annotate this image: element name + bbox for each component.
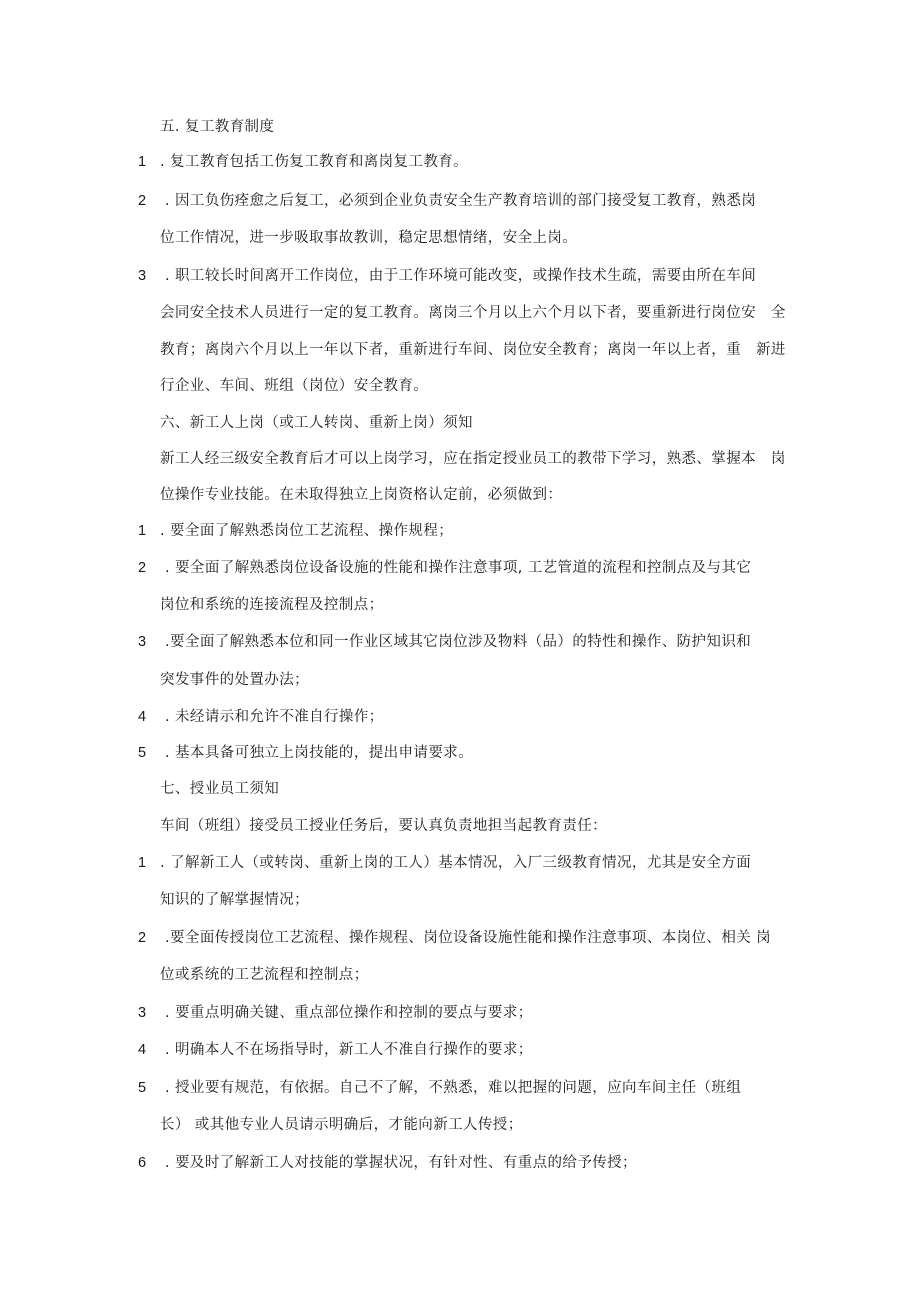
text-line: 长） 或其他专业人员请示明确后，才能向新工人传授； (160, 1117, 523, 1133)
text-line: 5 . 基本具备可独立上岗技能的，提出申请要求。 (138, 745, 474, 761)
text-line: 3 .要全面了解熟悉本位和同一作业区域其它岗位涉及物料（品）的特性和操作、防护知识和 (138, 634, 752, 650)
text-line: 1 . 要全面了解熟悉岗位工艺流程、操作规程； (138, 523, 454, 539)
text-line: 1 . 复工教育包括工伤复工教育和离岗复工教育。 (138, 154, 469, 170)
text-line: 行企业、车间、班组（岗位）安全教育。 (160, 378, 429, 394)
text-line: 2 . 要全面了解熟悉岗位设备设施的性能和操作注意事项, 工艺管道的流程和控制点及与其它 (138, 560, 752, 576)
text-line: 3 . 职工较长时间离开工作岗位，由于工作环境可能改变，或操作技术生疏，需要由所在车间 (138, 268, 757, 284)
text-line: 车间（班组）接受员工授业任务后，要认真负责地担当起教育责任： (160, 818, 607, 834)
text-line: 会同安全技术人员进行一定的复工教育。离岗三个月以上六个月以下者，要重新进行岗位安 全 (160, 305, 786, 321)
text-line: 4 . 明确本人不在场指导时，新工人不准自行操作的要求； (138, 1042, 533, 1058)
section-heading: 六、新工人上岗（或工人转岗、重新上岗）须知 (160, 415, 473, 431)
text-line: 1 . 了解新工人（或转岗、重新上岗的工人）基本情况，入厂三级教育情况，尤其是安全方面 (138, 855, 752, 871)
text-line: 2 . 因工负伤痊愈之后复工，必须到企业负责安全生产教育培训的部门接受复工教育，熟悉岗 (138, 193, 757, 209)
text-line: 岗位和系统的连接流程及控制点； (160, 597, 384, 613)
text-line: 位或系统的工艺流程和控制点； (160, 967, 369, 983)
text-line: 5 . 授业要有规范，有依据。自己不了解，不熟悉，难以把握的问题，应向车间主任（班组 (138, 1080, 742, 1096)
text-line: 位工作情况，进一步吸取事故教训，稳定思想情绪，安全上岗。 (160, 230, 578, 246)
text-line: 4 . 未经请示和允许不准自行操作； (138, 709, 384, 725)
text-line: 位操作专业技能。在未取得独立上岗资格认定前，必须做到： (160, 487, 563, 503)
text-line: 3 . 要重点明确关键、重点部位操作和控制的要点与要求； (138, 1005, 533, 1021)
text-line: 2 .要全面传授岗位工艺流程、操作规程、岗位设备设施性能和操作注意事项、本岗位、相关 岗 (138, 930, 772, 946)
text-line: 新工人经三级安全教育后才可以上岗学习，应在指定授业员工的教带下学习，熟悉、掌握本 岗 (160, 451, 786, 467)
text-line: 6 . 要及时了解新工人对技能的掌握状况，有针对性、有重点的给予传授； (138, 1155, 637, 1171)
text-line: 五. 复工教育制度 (160, 119, 275, 135)
text-line: 知识的了解掌握情况； (160, 892, 309, 908)
text-line: 教育；离岗六个月以上一年以下者，重新进行车间、岗位安全教育；离岗一年以上者，重 新进 (160, 342, 786, 358)
section-heading: 七、授业员工须知 (160, 781, 280, 797)
text-line: 突发事件的处置办法； (160, 672, 309, 688)
